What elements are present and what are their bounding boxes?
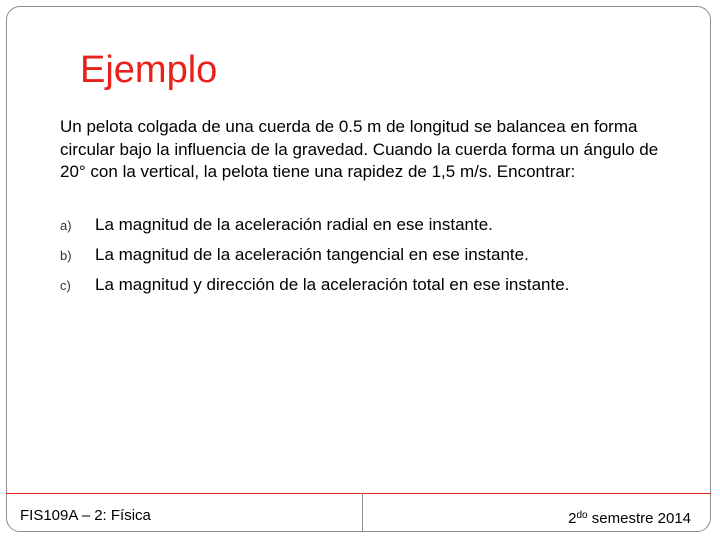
question-text: La magnitud y dirección de la aceleración total en ese instante.: [95, 275, 570, 294]
question-item-c: [60, 270, 680, 300]
question-item-b: [60, 240, 680, 270]
problem-statement: Un pelota colgada de una cuerda de 0.5 m de longitud se balancea en forma circular bajo la influencia de la gravedad. Cuando la cuerda forma un ángulo de 20° con la vertical, la pelota tiene una rapidez de 1,5 m/s. Encontrar:: [60, 117, 659, 181]
list-marker: c): [60, 278, 71, 293]
semester-number: 2: [568, 510, 577, 527]
semester-ordinal: do: [576, 510, 588, 521]
question-text: La magnitud de la aceleración tangencial en ese instante.: [95, 245, 529, 264]
list-marker: b): [60, 248, 72, 263]
semester-text: semestre 2014: [587, 510, 691, 527]
slide-title: Ejemplo: [80, 49, 218, 91]
footer-divider: [362, 493, 363, 532]
footer-semester: [568, 507, 691, 528]
question-list: [60, 210, 680, 300]
list-marker: a): [60, 218, 72, 233]
footer-rule: [6, 493, 711, 494]
question-text: La magnitud de la aceleración radial en ese instante.: [95, 215, 493, 234]
question-item-a: [60, 210, 680, 240]
footer-course: FIS109A – 2: Física: [20, 507, 151, 524]
